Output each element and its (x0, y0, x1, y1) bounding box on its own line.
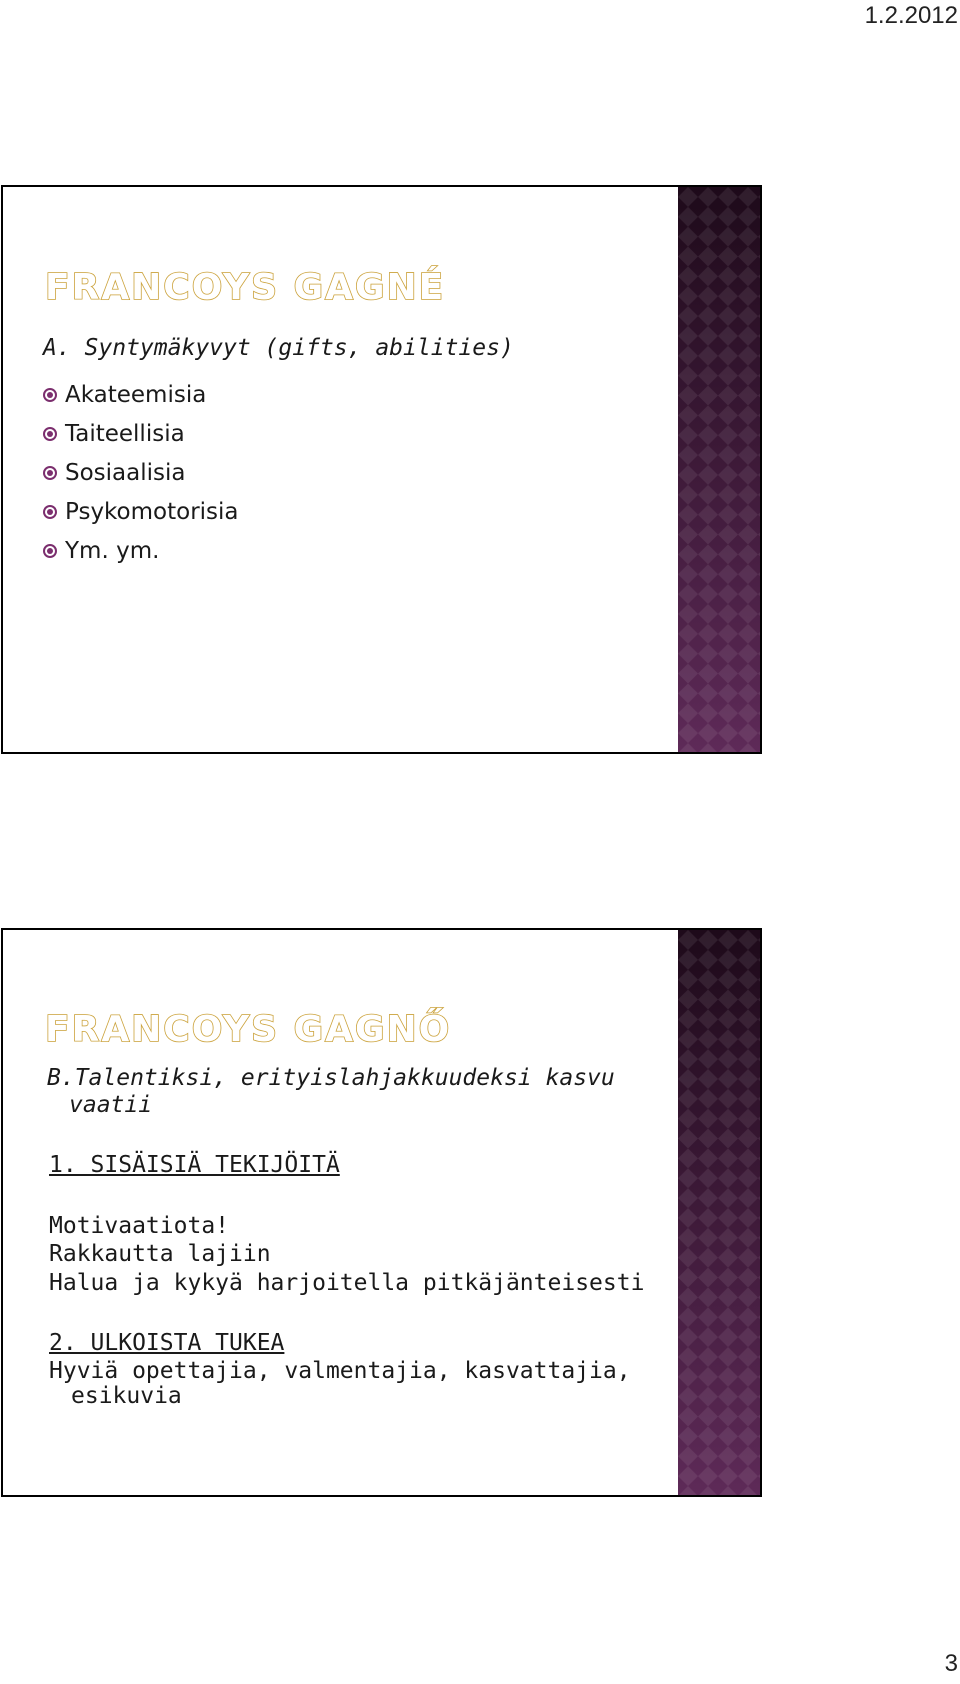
radio-bullet-icon (43, 544, 57, 558)
page-number: 3 (944, 1650, 958, 1677)
bullet-list (43, 375, 239, 570)
list-item: Hyviä opettajia, valmentajia, kasvattajia, (49, 1358, 631, 1384)
list-item: esikuvia (71, 1383, 182, 1409)
list-item: Ym. ym. (43, 531, 239, 570)
decorative-pattern-panel (678, 187, 760, 752)
list-item: Psykomotorisia (43, 492, 239, 531)
radio-bullet-icon (43, 427, 57, 441)
page-date: 1.2.2012 (864, 2, 958, 29)
slide-title: FRANCOYS GAGNŐ (45, 1009, 452, 1050)
section-heading: 1. SISÄISIÄ TEKIJÖITÄ (49, 1152, 340, 1178)
slide-1 (1, 185, 762, 754)
radio-bullet-icon (43, 388, 57, 402)
list-item: Taiteellisia (43, 414, 239, 453)
list-item: Rakkautta lajiin (49, 1241, 271, 1267)
slide-subtitle: A. Syntymäkyvyt (gifts, abilities) (43, 335, 514, 361)
list-item: Akateemisia (43, 375, 239, 414)
decorative-pattern-panel (678, 930, 760, 1495)
list-item: Motivaatiota! (49, 1213, 230, 1239)
slide-subtitle: B.Talentiksi, erityislahjakkuudeksi kasvu vaatii (47, 1065, 615, 1118)
section-heading: 2. ULKOISTA TUKEA (49, 1330, 285, 1356)
radio-bullet-icon (43, 505, 57, 519)
slide-title: FRANCOYS GAGNÉ (45, 267, 446, 308)
radio-bullet-icon (43, 466, 57, 480)
list-item: Sosiaalisia (43, 453, 239, 492)
slide-2 (1, 928, 762, 1497)
list-item: Halua ja kykyä harjoitella pitkäjänteisesti (49, 1270, 645, 1296)
